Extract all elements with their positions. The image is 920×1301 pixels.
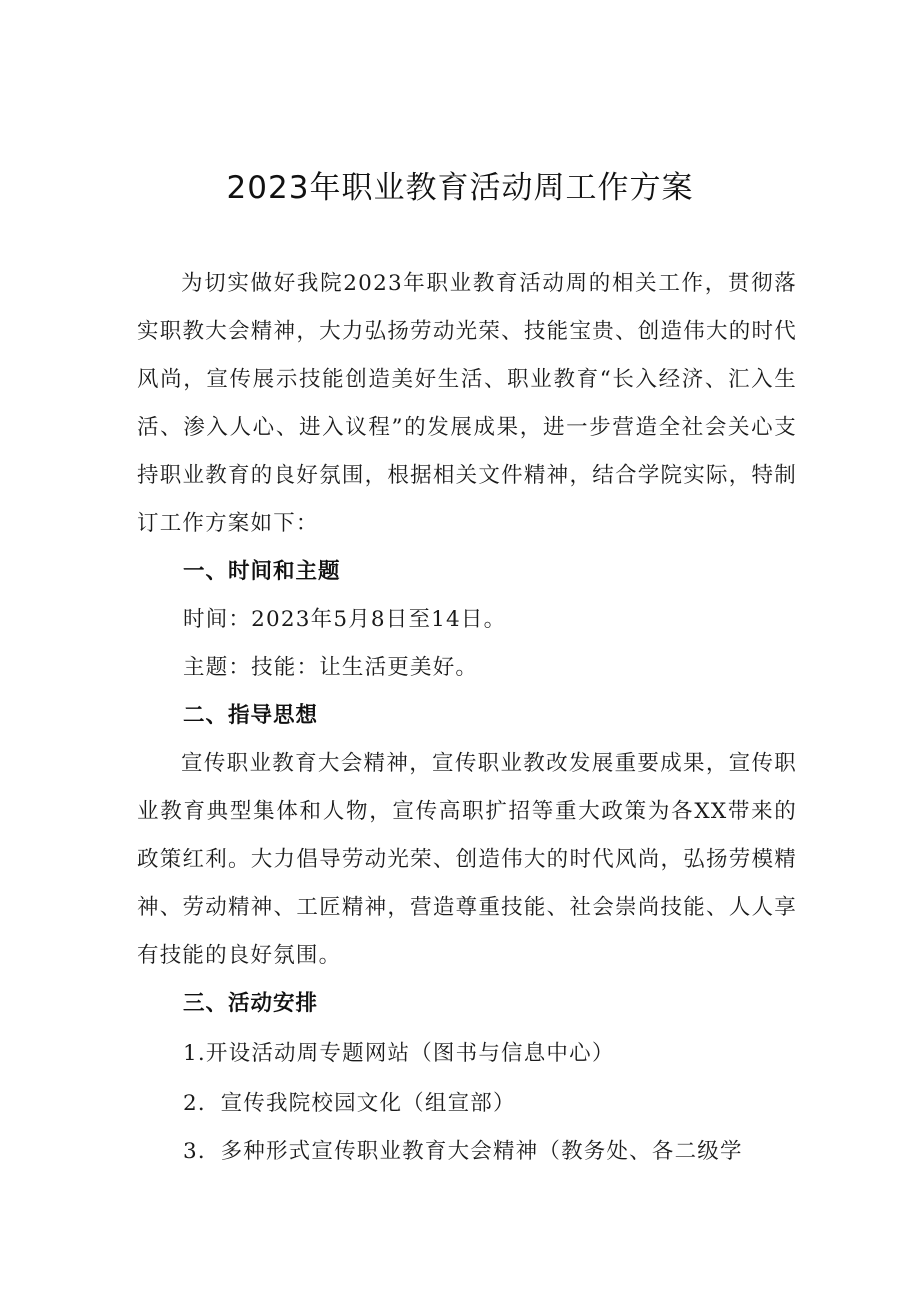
intro-paragraph: 为切实做好我院2023年职业教育活动周的相关工作，贯彻落实职教大会精神，大力弘扬劳动光荣、技能宝贵、创造伟大的时代风尚，宣传展示技能创造美好生活、职业教育“长入经济、汇入生活、渗入人心、进入议程”的发展成果，进一步营造全社会关心支持职业教育的良好氛围，根据相关文件精神，结合学院实际，特制订工作方案如下： (137, 271, 797, 536)
section-heading-activities: 三、活动安排 (183, 991, 319, 1016)
time-line: 时间：2023年5月8日至14日。 (183, 607, 507, 632)
activity-item: 3．多种形式宣传职业教育大会精神（教务处、各二级学 (183, 1139, 743, 1164)
activity-item: 2．宣传我院校园文化（组宣部） (183, 1091, 516, 1116)
activity-item: 1.开设活动周专题网站（图书与信息中心） (183, 1041, 615, 1066)
theme-line: 主题：技能：让生活更美好。 (183, 655, 479, 680)
guiding-thought-paragraph: 宣传职业教育大会精神，宣传职业教改发展重要成果，宣传职业教育典型集体和人物，宣传高职扩招等重大政策为各XX带来的政策红利。大力倡导劳动光荣、创造伟大的时代风尚，弘扬劳模精神、劳动精神、工匠精神，营造尊重技能、社会崇尚技能、人人享有技能的良好氛围。 (137, 751, 797, 968)
section-heading-guiding-thought: 二、指导思想 (183, 703, 319, 728)
section-heading-time-theme: 一、时间和主题 (183, 559, 341, 584)
document-title: 2023年职业教育活动周工作方案 (226, 170, 694, 206)
